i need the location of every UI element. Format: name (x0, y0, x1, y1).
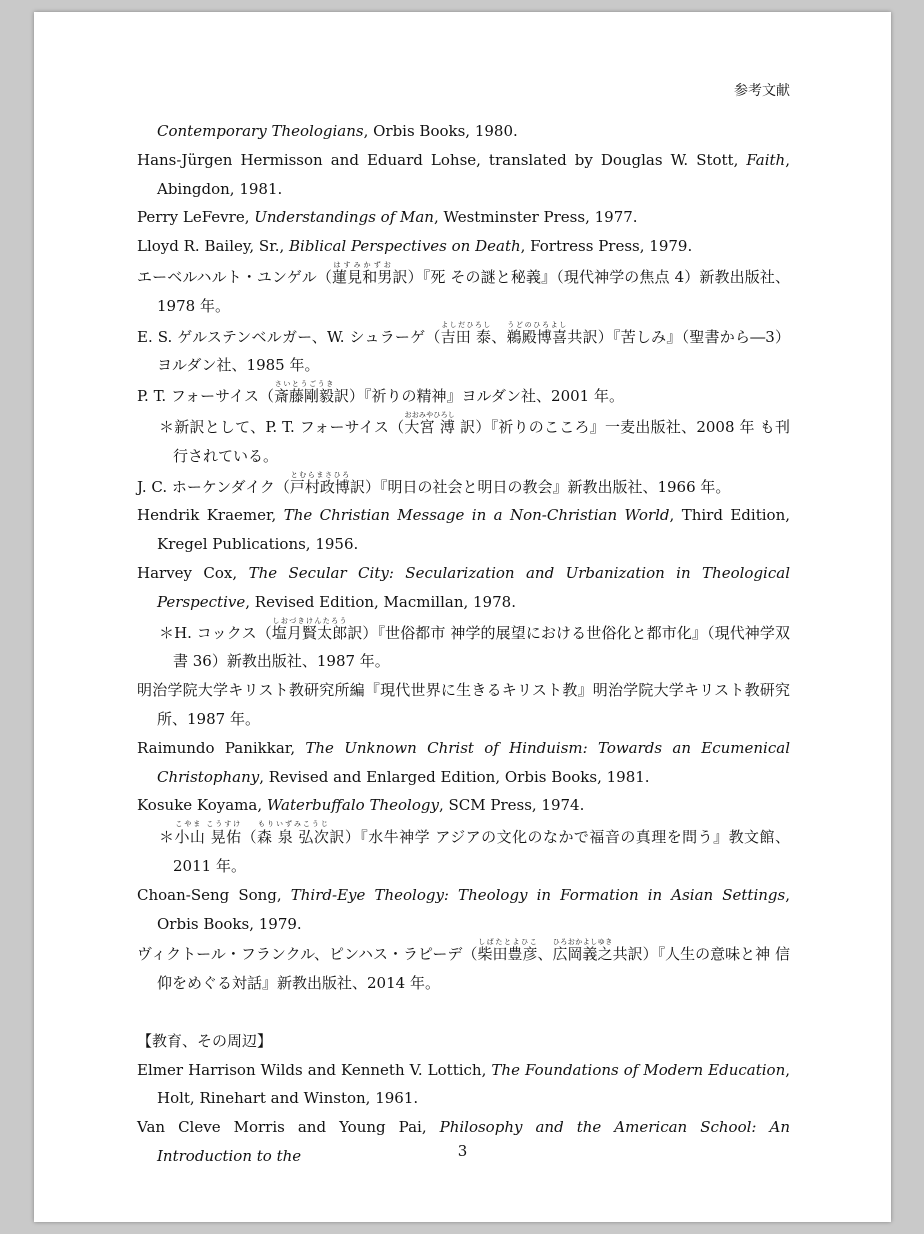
page-number: 3 (457, 1142, 468, 1160)
translator-name: 戸村政博とむらまさひろ (289, 470, 350, 496)
bib-note: ＊新訳として、P. T. フォーサイス（大宮 溥おおみやひろし 訳）『祈りのこころ』一麦出版社、2008 年 も刊行されている。 (159, 410, 790, 465)
section-spacer (137, 998, 790, 1027)
translator-name: 広岡義之ひろおかよしゆき (552, 938, 613, 964)
bib-entry: Raimundo Panikkar, The Unknown Christ of Hinduism: Towards an Ecumenical Christophany, Revised and Enlarged Edition, Orbis Books, 1981. (137, 738, 791, 786)
bib-entry: Van Cleve Morris and Young Pai, Philosophy and the American School: An Introduction to the (137, 1118, 790, 1165)
bib-entry: Kosuke Koyama, Waterbuffalo Theology, SCM Press, 1974. (137, 796, 585, 815)
running-header: 参考文献 (734, 83, 790, 99)
bib-entry: Choan-Seng Song, Third-Eye Theology: Theology in Formation in Asian Settings, Orbis Books, 1979. (137, 885, 790, 933)
translator-name: 鵜殿博喜うどのひろよし (506, 320, 568, 346)
translator-name: 蓮見和男はすみかずお (331, 260, 393, 286)
bib-entry: ヴィクトール・フランクル、ピンハス・ラピーデ（柴田豊彦しばたとよひこ、広岡義之ひろおかよしゆき共訳）『人生の意味と神 信仰をめぐる対話』新教出版社、2014 年。 (137, 938, 790, 993)
bib-entry: エーベルハルト・ユンゲル（蓮見和男はすみかずお訳）『死 その謎と秘義』（現代神学の焦点 4）新教出版社、1978 年。 (137, 260, 790, 315)
translator-name: 塩月賢太郎しおづきけんたろう (271, 616, 348, 642)
translator-name: 柴田豊彦しばたとよひこ (477, 938, 538, 964)
bib-entry: Hendrik Kraemer, The Christian Message in a Non-Christian World, Third Edition, Kregel Publications, 1956. (137, 506, 790, 554)
translator-name: 斎藤剛毅さいとうごうき (273, 380, 334, 406)
bib-entry: Contemporary Theologians, Orbis Books, 1980. (157, 122, 518, 140)
bib-entry: Elmer Harrison Wilds and Kenneth V. Lottich, The Foundations of Modern Education, Holt, Rinehart and Winston, 1961. (137, 1060, 791, 1108)
author-name: 小山 晃佑こやま こうすけ (174, 820, 242, 847)
document-page (34, 12, 891, 1222)
bibliography-body (137, 117, 790, 1171)
bib-entry: Harvey Cox, The Secular City: Secularization and Urbanization in Theological Perspective, Revised Edition, Macmillan, 1978. (137, 563, 790, 611)
bib-entry: Perry LeFevre, Understandings of Man, Westminster Press, 1977. (137, 208, 638, 227)
bib-entry: E. S. ゲルステンベルガー、W. シュラーゲ（吉田 泰よしだひろし、鵜殿博喜うどのひろよし共訳）『苦しみ』（聖書から―3）ヨルダン社、1985 年。 (137, 320, 790, 375)
bib-note: ＊H. コックス（塩月賢太郎しおづきけんたろう訳）『世俗都市 神学的展望における世俗化と都市化』（現代神学双書 36）新教出版社、1987 年。 (159, 616, 790, 671)
translator-name: 森 泉 弘次もりいずみこうじ (257, 820, 330, 847)
bib-entry: J. C. ホーケンダイク（戸村政博とむらまさひろ訳）『明日の社会と明日の教会』新教出版社、1966 年。 (137, 470, 731, 496)
translator-name: 大宮 溥おおみやひろし (404, 410, 456, 436)
translator-name: 吉田 泰よしだひろし (440, 320, 492, 346)
section-heading: 【教育、その周辺】 (137, 1031, 273, 1050)
bib-entry: 明治学院大学キリスト教研究所編『現代世界に生きるキリスト教』明治学院大学キリスト教研究所、1987 年。 (137, 681, 790, 728)
bib-entry: Hans-Jürgen Hermisson and Eduard Lohse, translated by Douglas W. Stott, Faith, Abingdon, 1981. (137, 150, 790, 198)
bib-entry: Lloyd R. Bailey, Sr., Biblical Perspectives on Death, Fortress Press, 1979. (137, 237, 693, 256)
bib-note: ＊小山 晃佑こやま こうすけ（森 泉 弘次もりいずみこうじ訳）『水牛神学 アジアの文化のなかで福音の真理を問う』教文館、2011 年。 (159, 820, 790, 875)
bib-entry: P. T. フォーサイス（斎藤剛毅さいとうごうき訳）『祈りの精神』ヨルダン社、2001 年。 (137, 380, 624, 406)
